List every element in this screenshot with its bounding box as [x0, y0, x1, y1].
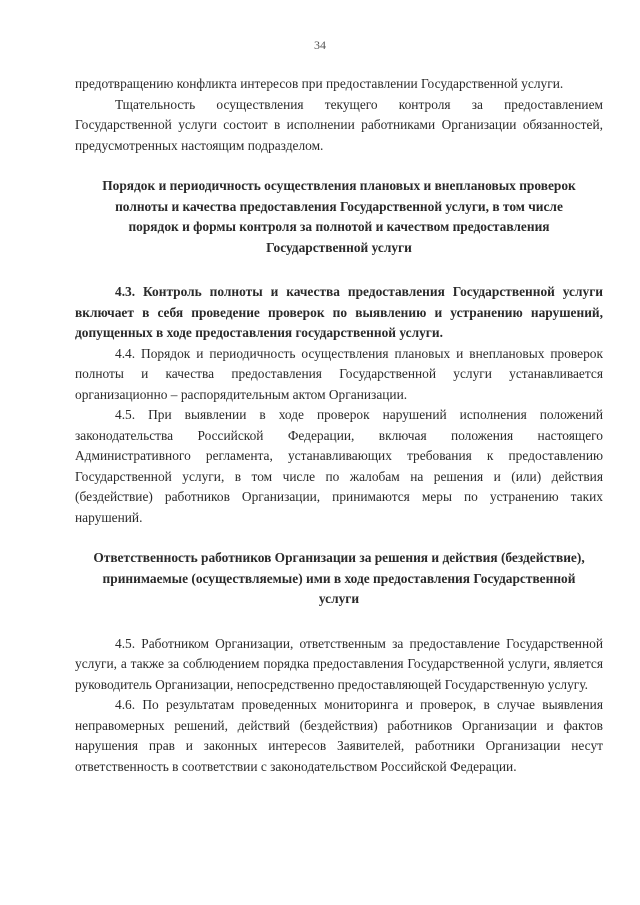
section-heading-responsibility: Ответственность работников Организации за решения и действия (бездействие), принимаемые (осуществляемые) ими в ходе предоставления Государственной услуги — [93, 550, 585, 606]
section-heading-inspections: Порядок и периодичность осуществления плановых и внеплановых проверок полноты и качества предоставления Государственной услуги, в том числе порядок и формы контроля за полнотой и качеством предоставления Государственной услуги — [102, 178, 576, 255]
paragraph-4-3: 4.3. Контроль полноты и качества предоставления Государственной услуги включает в себя проведение проверок по выявлению и устранению нарушений, допущенных в ходе предоставления государственной услуги. — [75, 284, 603, 340]
paragraph-4-5-violations: 4.5. При выявлении в ходе проверок нарушений исполнения положений законодательства Российской Федерации, включая положения настоящего Административного регламента, устанавливающих требования к предоставлению Государственной услуги, в том числе по жалобам на решения и (или) действия (бездействие) работников Организации, принимаются меры по устранению таких нарушений. — [75, 407, 603, 525]
document-body — [75, 74, 603, 777]
paragraph-continuation: предотвращению конфликта интересов при предоставлении Государственной услуги. — [75, 76, 564, 91]
paragraph-4-4: 4.4. Порядок и периодичность осуществления плановых и внеплановых проверок полноты и качества предоставления Государственной услуги устанавливается организационно – распорядительным актом Организации. — [75, 345, 603, 402]
paragraph-4-6: 4.6. По результатам проведенных мониторинга и проверок, в случае выявления неправомерных решений, действий (бездействия) работников Организации и фактов нарушения прав и законных интересов Заявителей, работники Организации несут ответственность в соответствии с законодательством Российской Федерации. — [75, 697, 603, 774]
page-number: 34 — [314, 38, 326, 52]
paragraph-4-5-responsible: 4.5. Работником Организации, ответственным за предоставление Государственной услуги, а также за соблюдением порядка предоставления Государственной услуги, является руководитель Организации, непосредственно предоставляющей Государственную услугу. — [75, 635, 603, 692]
paragraph-thoroughness: Тщательность осуществления текущего контроля за предоставлением Государственной услуги состоит в исполнении работниками Организации обязанностей, предусмотренных настоящим подразделом. — [75, 96, 603, 153]
